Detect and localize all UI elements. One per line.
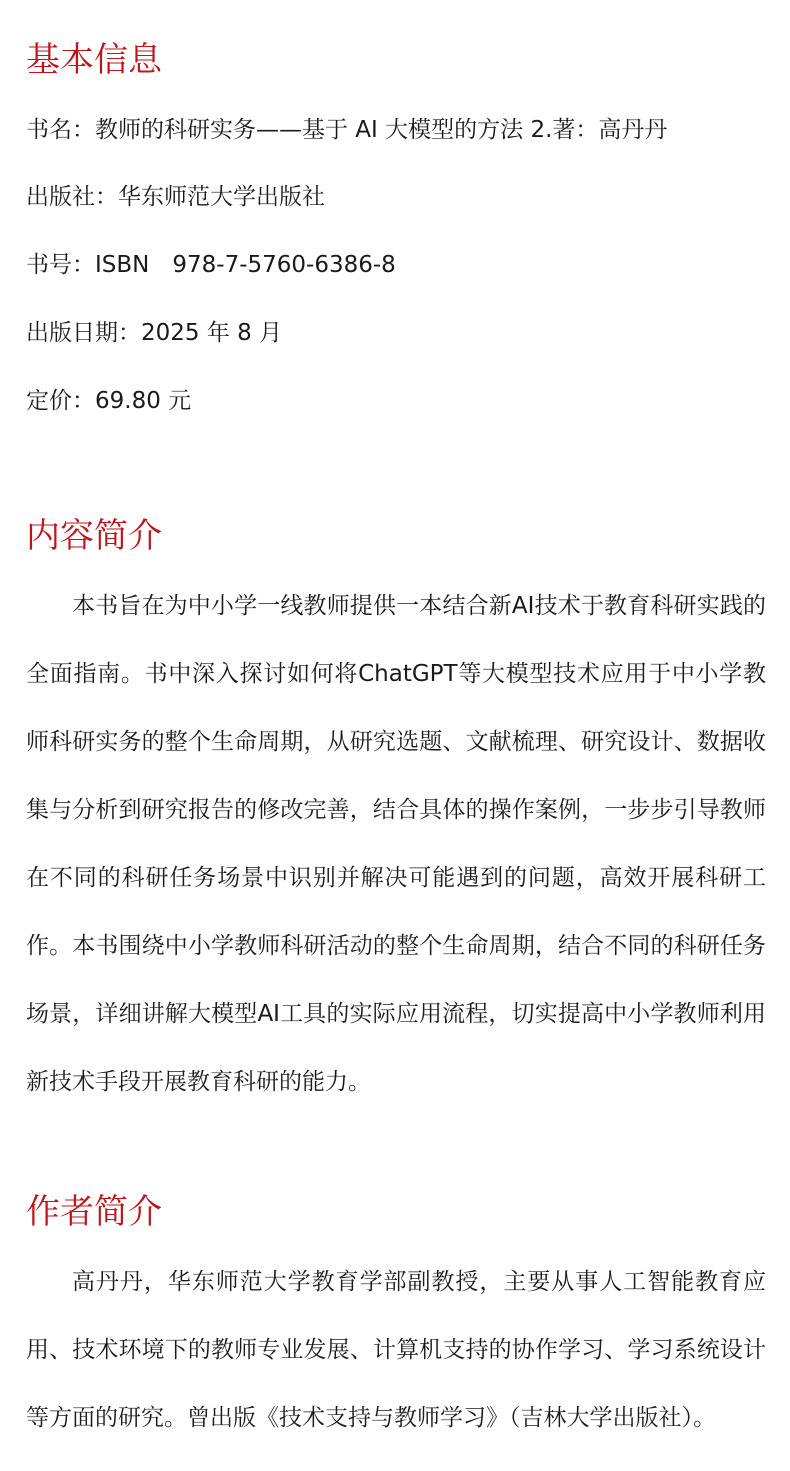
basic-info-heading: 基本信息 [26, 40, 162, 80]
summary-heading: 内容简介 [26, 516, 162, 556]
info-line-price: 定价：69.80 元 [26, 388, 192, 414]
author-paragraph: 高丹丹，华东师范大学教育学部副教授，主要从事人工智能教育应用、技术环境下的教师专业发展、计算机支持的协作学习、学习系统设计等方面的研究。曾出版《技术支持与教师学习》（吉林大学出版社）。 [26, 1269, 766, 1431]
info-line-publisher: 出版社：华东师范大学出版社 [26, 184, 325, 210]
info-line-isbn: 书号：ISBN 978-7-5760-6386-8 [26, 252, 396, 278]
summary-paragraph: 本书旨在为中小学一线教师提供一本结合新AI技术于教育科研实践的全面指南。书中深入探讨如何将ChatGPT等大模型技术应用于中小学教师科研实务的整个生命周期，从研究选题、文献梳理、研究设计、数据收集与分析到研究报告的修改完善，结合具体的操作案例，一步步引导教师在不同的科研任务场景中识别并解决可能遇到的问题，高效开展科研工作。本书围绕中小学教师科研活动的整个生命周期，结合不同的科研任务场景，详细讲解大模型AI工具的实际应用流程，切实提高中小学教师利用新技术手段开展教育科研的能力。 [26, 593, 766, 1095]
info-line-publish-date: 出版日期：2025 年 8 月 [26, 320, 283, 346]
info-line-title-author: 书名：教师的科研实务——基于 AI 大模型的方法 2.著：高丹丹 [26, 117, 668, 143]
author-heading: 作者简介 [26, 1192, 162, 1232]
